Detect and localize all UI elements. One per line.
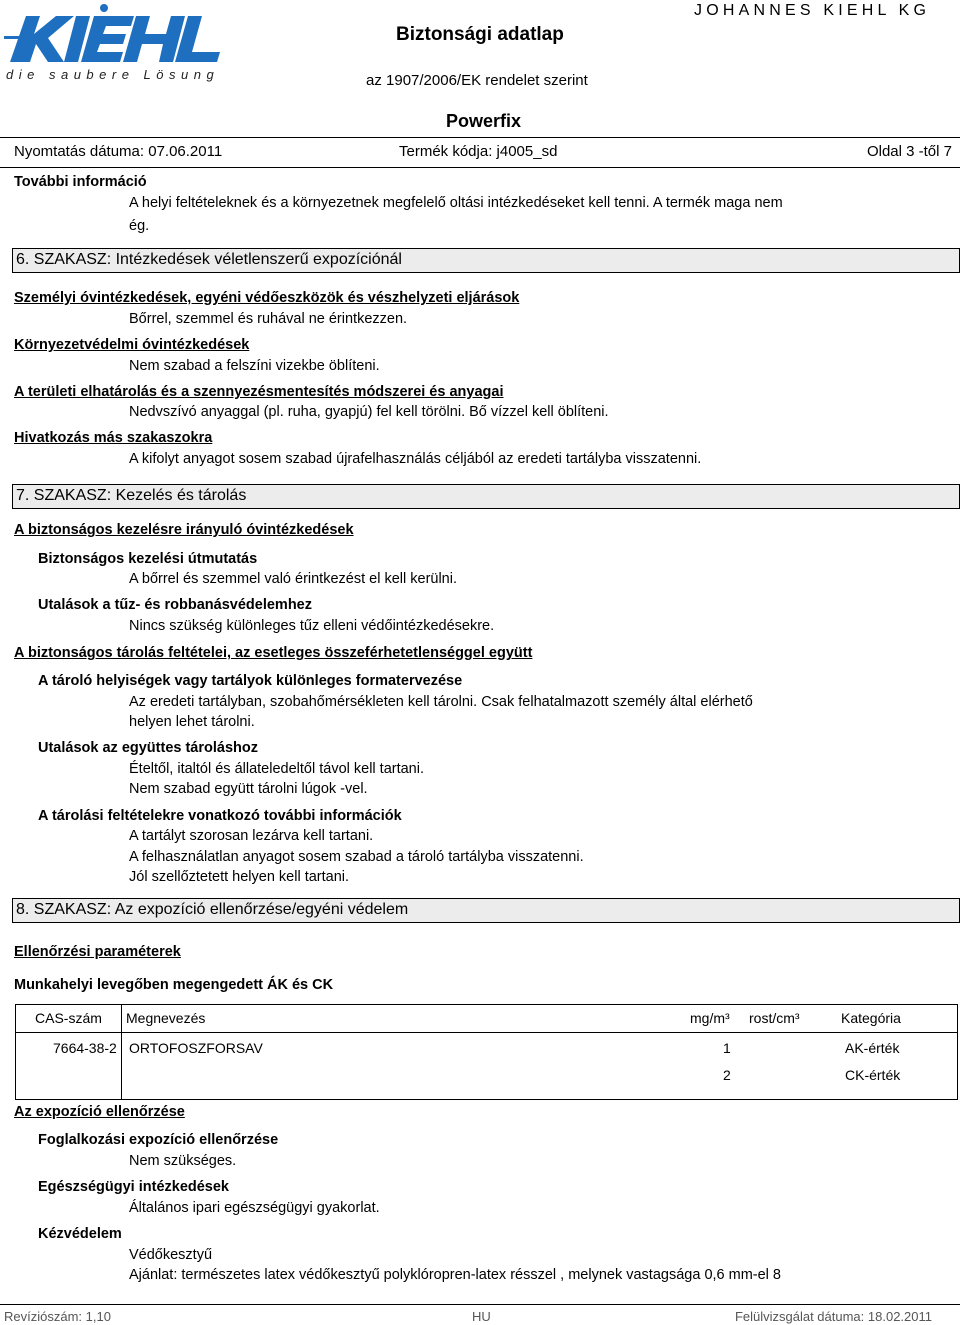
containment-text: Nedvszívó anyaggal (pl. ruha, gyapjú) fel kell törölni. Bő vízzel kell öblíteni. <box>129 404 609 420</box>
storage-further-text1: A tartályt szorosan lezárva kell tartani. <box>129 828 374 844</box>
personal-precautions-label: Személyi óvintézkedések, egyéni védőeszközök és vészhelyzeti eljárások <box>14 290 520 306</box>
table-cell-value2: 2 <box>723 1067 731 1083</box>
table-header-fibers: rost/cm³ <box>749 1010 800 1026</box>
document-title: Biztonsági adatlap <box>396 24 564 45</box>
hand-protection-text1: Védőkesztyű <box>129 1247 213 1263</box>
containment-label: A területi elhatárolás és a szennyezésmentesítés módszerei és anyagai <box>14 384 504 400</box>
occupational-exposure-text: Nem szükséges. <box>129 1153 237 1169</box>
further-info-line2: ég. <box>129 218 150 234</box>
joint-storage-text1: Ételtől, italtól és állateledeltől távol kell tartani. <box>129 761 424 777</box>
kiehl-logo <box>4 2 228 82</box>
hand-protection-text2: Ajánlat: természetes latex védőkesztyű polyklóropren-latex résszel , melynek vastagsága 0,6 mm-el 8 <box>129 1267 781 1283</box>
safe-handling-label: A biztonságos kezelésre irányuló óvintézkedések <box>14 522 354 538</box>
storage-further-label: A tárolási feltételekre vonatkozó további információk <box>38 808 402 824</box>
control-parameters-label: Ellenőrzési paraméterek <box>14 944 181 960</box>
fire-protection-text: Nincs szükség különleges tűz elleni védőintézkedésekre. <box>129 618 495 634</box>
reference-text: A kifolyt anyagot sosem szabad újrafelhasználás céljából az eredeti tartályba visszatenni. <box>129 451 702 467</box>
table-cell-cas: 7664-38-2 <box>53 1040 117 1056</box>
table-header-category: Kategória <box>841 1010 901 1026</box>
occupational-exposure-label: Foglalkozási expozíció ellenőrzése <box>38 1132 279 1148</box>
table-header-rule <box>15 1032 958 1033</box>
print-date: Nyomtatás dátuma: 07.06.2011 <box>14 143 223 160</box>
section-6-header <box>12 248 960 273</box>
joint-storage-text2: Nem szabad együtt tárolni lúgok -vel. <box>129 781 368 797</box>
language-code: HU <box>472 1309 491 1324</box>
regulation: az 1907/2006/EK rendelet szerint <box>366 72 588 89</box>
company-name: JOHANNES KIEHL KG <box>694 2 931 19</box>
header-rule <box>0 137 960 138</box>
product-name: Powerfix <box>446 111 522 131</box>
environmental-label: Környezetvédelmi óvintézkedések <box>14 337 250 353</box>
storage-further-text3: Jól szellőztetett helyen kell tartani. <box>129 869 350 885</box>
further-info-line1: A helyi feltételeknek és a környezetnek megfelelő oltási intézkedéseket kell tenni. A termék maga nem <box>129 195 783 211</box>
section-8-header <box>12 898 960 923</box>
storage-further-text2: A felhasználatlan anyagot sosem szabad a tároló tartályba visszatenni. <box>129 849 584 865</box>
table-col-divider <box>121 1004 122 1100</box>
further-info-label: További információ <box>14 174 147 190</box>
table-header-mgm3: mg/m³ <box>690 1010 730 1026</box>
table-header-name: Megnevezés <box>126 1010 206 1026</box>
safe-storage-label: A biztonságos tárolás feltételei, az esetleges összeférhetetlenséggel együtt <box>14 645 533 661</box>
joint-storage-label: Utalások az együttes tároláshoz <box>38 740 258 756</box>
table-cell-category2: CK-érték <box>845 1067 901 1083</box>
fire-protection-label: Utalások a tűz- és robbanásvédelemhez <box>38 597 312 613</box>
section-6-title: 6. SZAKASZ: Intézkedések véletlenszerű expozíciónál <box>16 251 402 268</box>
table-cell-value1: 1 <box>723 1040 731 1056</box>
environmental-text: Nem szabad a felszíni vizekbe öblíteni. <box>129 358 380 374</box>
review-date: Felülvizsgálat dátuma: 18.02.2011 <box>734 1309 932 1324</box>
table-cell-category1: AK-érték <box>845 1040 900 1056</box>
storage-rooms-text2: helyen lehet tárolni. <box>129 714 255 730</box>
table-cell-name: ORTOFOSZFORSAV <box>129 1040 263 1056</box>
logo-tagline: die saubere Lösung <box>6 67 220 82</box>
section-7-title: 7. SZAKASZ: Kezelés és tárolás <box>16 487 247 504</box>
hand-protection-label: Kézvédelem <box>38 1226 122 1242</box>
header-bottom-rule <box>0 167 960 168</box>
product-code: Termék kódja: j4005_sd <box>399 143 558 160</box>
workplace-limits-label: Munkahelyi levegőben megengedett ÁK és CK <box>14 977 334 993</box>
footer-rule <box>0 1304 960 1305</box>
reference-label: Hivatkozás más szakaszokra <box>14 430 213 446</box>
handling-advice-text: A bőrrel és szemmel való érintkezést el kell kerülni. <box>129 571 457 587</box>
section-8-title: 8. SZAKASZ: Az expozíció ellenőrzése/egyéni védelem <box>16 901 409 918</box>
storage-rooms-label: A tároló helyiségek vagy tartályok különleges formatervezése <box>38 673 463 689</box>
table-header-cas: CAS-szám <box>35 1010 102 1026</box>
page-number: Oldal 3 -től 7 <box>866 143 952 160</box>
revision-number: Revíziószám: 1,10 <box>4 1309 111 1324</box>
personal-precautions-text: Bőrrel, szemmel és ruhával ne érintkezzen. <box>129 311 408 327</box>
section-7-header <box>12 484 960 509</box>
hygiene-text: Általános ipari egészségügyi gyakorlat. <box>129 1200 380 1216</box>
exposure-control-label: Az expozíció ellenőrzése <box>14 1104 185 1120</box>
hygiene-label: Egészségügyi intézkedések <box>38 1179 229 1195</box>
storage-rooms-text1: Az eredeti tartályban, szobahőmérsékleten kell tárolni. Csak felhatalmazott személy által elérhető <box>129 694 753 710</box>
handling-advice-label: Biztonságos kezelési útmutatás <box>38 551 258 567</box>
